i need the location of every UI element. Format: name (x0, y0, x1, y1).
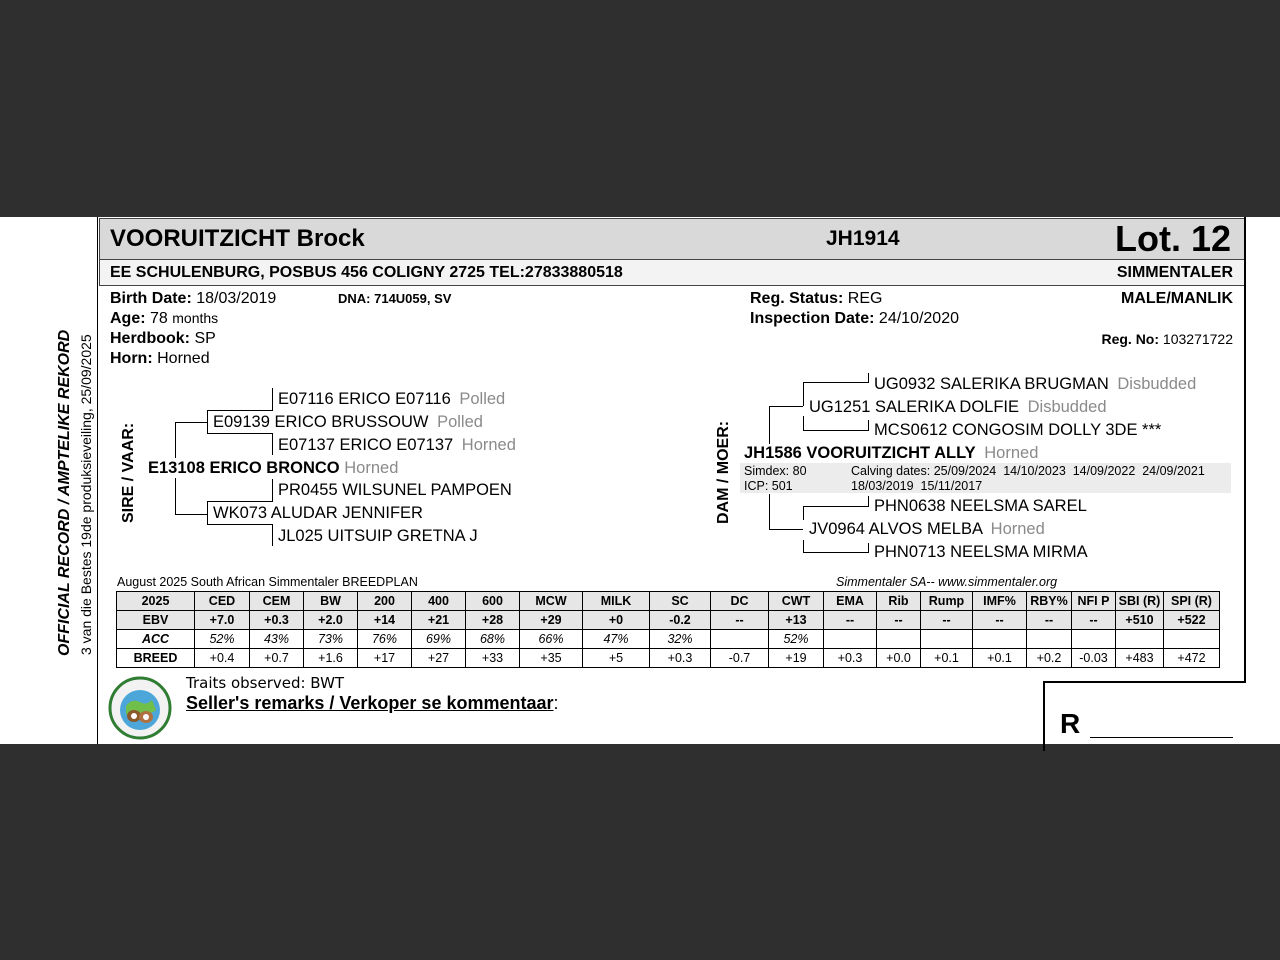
ebv-cell: +28 (466, 611, 520, 630)
breed-cell: +19 (769, 649, 824, 668)
ped-line (207, 501, 208, 524)
ped-line (769, 494, 770, 529)
ebv-cell: +0.3 (250, 611, 304, 630)
herdbook-label: Herdbook: (110, 330, 190, 347)
acc-cell (824, 630, 877, 649)
inspection-date (750, 310, 959, 328)
acc-cell (1072, 630, 1116, 649)
sire-sire (213, 413, 483, 432)
official-record-label: OFFICIAL RECORD / AMPTELIKE REKORD (56, 329, 73, 656)
birth-date-label: Birth Date: (110, 290, 192, 307)
animal-reg-id: JH1914 (826, 227, 900, 250)
acc-cell (973, 630, 1027, 649)
sire-horn: Horned (344, 459, 399, 477)
reg-status-label: Reg. Status: (750, 290, 844, 307)
breed-cell: +5 (583, 649, 650, 668)
breedplan-title: August 2025 South African Simmentaler BREEDPLAN (117, 575, 418, 589)
acc-cell (1027, 630, 1072, 649)
horn-label: Horn: (110, 350, 153, 367)
breed-cell: +0.1 (973, 649, 1027, 668)
pedigree-horn: Polled (437, 413, 483, 431)
acc-cell: 69% (412, 630, 466, 649)
ebv-row (117, 611, 1220, 630)
acc-cell (921, 630, 973, 649)
ped-line (207, 410, 208, 433)
ebv-col-header: DC (711, 592, 769, 611)
acc-cell: 43% (250, 630, 304, 649)
breed-name: SIMMENTALER (1116, 264, 1233, 281)
ped-line (207, 433, 273, 434)
sex: MALE/MANLIK (1121, 290, 1233, 307)
calving-dates-line1: 25/09/2024 14/10/2023 14/09/2022 24/09/2021 (933, 464, 1205, 478)
pedigree-horn: Polled (459, 390, 506, 408)
ebv-col-header: SC (650, 592, 711, 611)
acc-cell: 47% (583, 630, 650, 649)
ebv-cell: -- (973, 611, 1027, 630)
ped-line (868, 496, 869, 506)
dam-sire (809, 398, 1107, 417)
ebv-col-header: 600 (466, 592, 520, 611)
calving-dates-line2: 18/03/2019 15/11/2017 (851, 479, 983, 493)
dam-dam (809, 520, 1045, 539)
ped-line (803, 540, 804, 552)
ebv-header-row (117, 592, 1220, 611)
row-label: ACC (117, 630, 195, 649)
auction-info-label: 3 van die Bestes 19de produksieveiling, 25/09/2025 (78, 334, 94, 655)
ped-line (803, 506, 804, 520)
ebv-cell: -- (921, 611, 973, 630)
breed-cell: +0.4 (195, 649, 250, 668)
ebv-year: 2025 (117, 592, 195, 611)
simmentaler-logo-icon (108, 676, 172, 740)
ped-line (175, 422, 207, 423)
inspection-date-label: Inspection Date: (750, 310, 875, 327)
ebv-col-header: MCW (520, 592, 583, 611)
reg-no-label: Reg. No: (1101, 331, 1160, 347)
breed-cell: -0.03 (1072, 649, 1116, 668)
ebv-cell: +2.0 (304, 611, 358, 630)
reg-no (1101, 331, 1233, 347)
reg-no-value: 103271722 (1162, 331, 1233, 347)
acc-cell: 32% (650, 630, 711, 649)
breed-cell: +0.0 (877, 649, 921, 668)
horn-value: Horned (157, 350, 210, 367)
acc-row (117, 630, 1220, 649)
pedigree-name: UG1251 SALERIKA DOLFIE (809, 398, 1020, 416)
breed-cell: +17 (358, 649, 412, 668)
breed-cell: +472 (1164, 649, 1220, 668)
breed-row (117, 649, 1220, 668)
ped-line (868, 543, 869, 553)
ebv-col-header: MILK (583, 592, 650, 611)
ped-line (272, 479, 273, 501)
animal-name: VOORUITZICHT Brock (110, 225, 365, 252)
dam-simdex: Simdex: 80 (744, 464, 807, 478)
row-label: EBV (117, 611, 195, 630)
ebv-cell: -- (711, 611, 769, 630)
breed-cell: +27 (412, 649, 466, 668)
dam-label: DAM / MOER: (715, 420, 732, 524)
reg-status (750, 290, 882, 308)
pedigree-name: MCS0612 CONGOSIM DOLLY 3DE *** (874, 421, 1162, 439)
ebv-cell: -- (824, 611, 877, 630)
ebv-col-header: 400 (412, 592, 466, 611)
ebv-col-header: SBI (R) (1116, 592, 1164, 611)
acc-cell: 52% (195, 630, 250, 649)
sire-dam-dam (278, 527, 478, 546)
sire-label: SIRE / VAAR: (120, 422, 137, 523)
breed-cell: +1.6 (304, 649, 358, 668)
ebv-cell: +14 (358, 611, 412, 630)
breed-cell: +0.3 (650, 649, 711, 668)
age (110, 310, 218, 328)
pedigree-name: E07137 ERICO E07137 (278, 436, 454, 454)
ebv-col-header: EMA (824, 592, 877, 611)
breed-cell: +0.1 (921, 649, 973, 668)
ped-line (803, 416, 804, 430)
acc-cell: 66% (520, 630, 583, 649)
sellers-remarks-colon: : (553, 693, 559, 713)
pedigree-name: UG0932 SALERIKA BRUGMAN (874, 375, 1109, 393)
ebv-col-header: CWT (769, 592, 824, 611)
ped-line (769, 406, 803, 407)
dam-dam-sire (874, 497, 1087, 516)
sellers-remarks (186, 693, 559, 714)
breed-cell: +35 (520, 649, 583, 668)
pedigree-name: E07116 ERICO E07116 (278, 390, 451, 408)
traits-observed: Traits observed: BWT (186, 674, 345, 692)
ped-line (769, 529, 803, 530)
ped-line (175, 422, 176, 458)
ebv-cell: -0.2 (650, 611, 711, 630)
dam-sire-dam (874, 421, 1161, 440)
breed-cell: +483 (1116, 649, 1164, 668)
herdbook-value: SP (194, 330, 216, 347)
dam (744, 444, 1038, 463)
sellers-remarks-label: Seller's remarks / Verkoper se kommentaar (186, 693, 554, 713)
row-label: BREED (117, 649, 195, 668)
pedigree-name: WK073 ALUDAR JENNIFER (213, 504, 423, 522)
acc-cell: 68% (466, 630, 520, 649)
ebv-cell: +0 (583, 611, 650, 630)
age-label: Age: (110, 310, 146, 327)
ebv-cell: +29 (520, 611, 583, 630)
ebv-col-header: BW (304, 592, 358, 611)
dam-sire-sire (874, 375, 1196, 394)
pedigree-name: JV0964 ALVOS MELBA (809, 520, 983, 538)
breed-cell: -0.7 (711, 649, 769, 668)
dam-icp: ICP: 501 (744, 479, 793, 493)
reg-status-value: REG (847, 290, 883, 307)
calving-dates-label: Calving dates: (851, 464, 931, 478)
ebv-cell: +510 (1116, 611, 1164, 630)
ebv-cell: +7.0 (195, 611, 250, 630)
acc-cell: 52% (769, 630, 824, 649)
ped-line (272, 433, 273, 455)
ebv-col-header: CED (195, 592, 250, 611)
ebv-cell: -- (877, 611, 921, 630)
breedplan-website: Simmentaler SA-- www.simmentaler.org (836, 575, 1058, 589)
dam-horn: Horned (984, 444, 1039, 462)
ped-line (803, 506, 869, 507)
ebv-table (116, 591, 1220, 668)
age-value: 78 (150, 310, 168, 327)
breed-cell: +0.2 (1027, 649, 1072, 668)
pedigree-horn: Horned (461, 436, 516, 454)
ebv-cell: +522 (1164, 611, 1220, 630)
ped-line (769, 406, 770, 444)
dam-name: JH1586 VOORUITZICHT ALLY (744, 444, 976, 462)
ped-line (207, 501, 273, 502)
ped-line (803, 430, 869, 431)
acc-cell (1116, 630, 1164, 649)
ped-line (803, 382, 804, 406)
ped-line (207, 410, 273, 411)
acc-cell: 76% (358, 630, 412, 649)
horn (110, 350, 210, 368)
ebv-cell: +21 (412, 611, 466, 630)
sire (148, 459, 398, 478)
ebv-cell: -- (1072, 611, 1116, 630)
acc-cell (877, 630, 921, 649)
calving-dates (851, 464, 1205, 478)
acc-cell (711, 630, 769, 649)
ebv-col-header: 200 (358, 592, 412, 611)
acc-cell: 73% (304, 630, 358, 649)
pedigree-name: PHN0713 NEELSMA MIRMA (874, 543, 1088, 561)
ped-line (803, 552, 869, 553)
ped-line (272, 388, 273, 410)
sire-dam-sire (278, 481, 512, 500)
ebv-col-header: IMF% (973, 592, 1027, 611)
price-input-line[interactable] (1090, 737, 1233, 738)
pedigree-horn: Horned (990, 520, 1045, 538)
sire-sire-sire (278, 390, 505, 409)
ebv-col-header: NFI P (1072, 592, 1116, 611)
simmentaler-logo (108, 676, 172, 740)
ebv-col-header: CEM (250, 592, 304, 611)
pedigree-name: PHN0638 NEELSMA SAREL (874, 497, 1087, 515)
pedigree-name: JL025 UITSUIP GRETNA J (278, 527, 478, 545)
ebv-cell: +13 (769, 611, 824, 630)
sire-sire-dam (278, 436, 516, 455)
pedigree-horn: Disbudded (1027, 398, 1107, 416)
ebv-cell: -- (1027, 611, 1072, 630)
age-unit: months (172, 310, 219, 326)
dna-info: DNA: 714U059, SV (338, 291, 452, 306)
breed-cell: +0.3 (824, 649, 877, 668)
pedigree-horn: Disbudded (1117, 375, 1197, 393)
sire-dam (213, 504, 423, 523)
ped-line (175, 514, 207, 515)
ebv-col-header: Rib (877, 592, 921, 611)
ped-line (803, 382, 869, 383)
breed-cell: +33 (466, 649, 520, 668)
pedigree-name: E09139 ERICO BRUSSOUW (213, 413, 429, 431)
ebv-col-header: SPI (R) (1164, 592, 1220, 611)
birth-date-value: 18/03/2019 (196, 290, 277, 307)
pedigree-name: PR0455 WILSUNEL PAMPOEN (278, 481, 512, 499)
price-box-right-border (1244, 217, 1246, 683)
ped-line (207, 524, 273, 525)
acc-cell (1164, 630, 1220, 649)
sire-name: E13108 ERICO BRONCO (148, 459, 340, 477)
inspection-date-value: 24/10/2020 (878, 310, 959, 327)
lot-number: Lot. 12 (1115, 218, 1232, 259)
ped-line (272, 524, 273, 546)
herdbook (110, 330, 216, 348)
breeder-address: EE SCHULENBURG, POSBUS 456 COLIGNY 2725 TEL:27833880518 (110, 264, 623, 281)
ped-line (868, 420, 869, 430)
price-prefix: R (1060, 708, 1081, 739)
ebv-col-header: Rump (921, 592, 973, 611)
ped-line (175, 478, 176, 514)
dam-dam-dam (874, 543, 1088, 562)
left-border (97, 217, 98, 744)
ebv-col-header: RBY% (1027, 592, 1072, 611)
breed-cell: +0.7 (250, 649, 304, 668)
birth-date (110, 290, 276, 308)
